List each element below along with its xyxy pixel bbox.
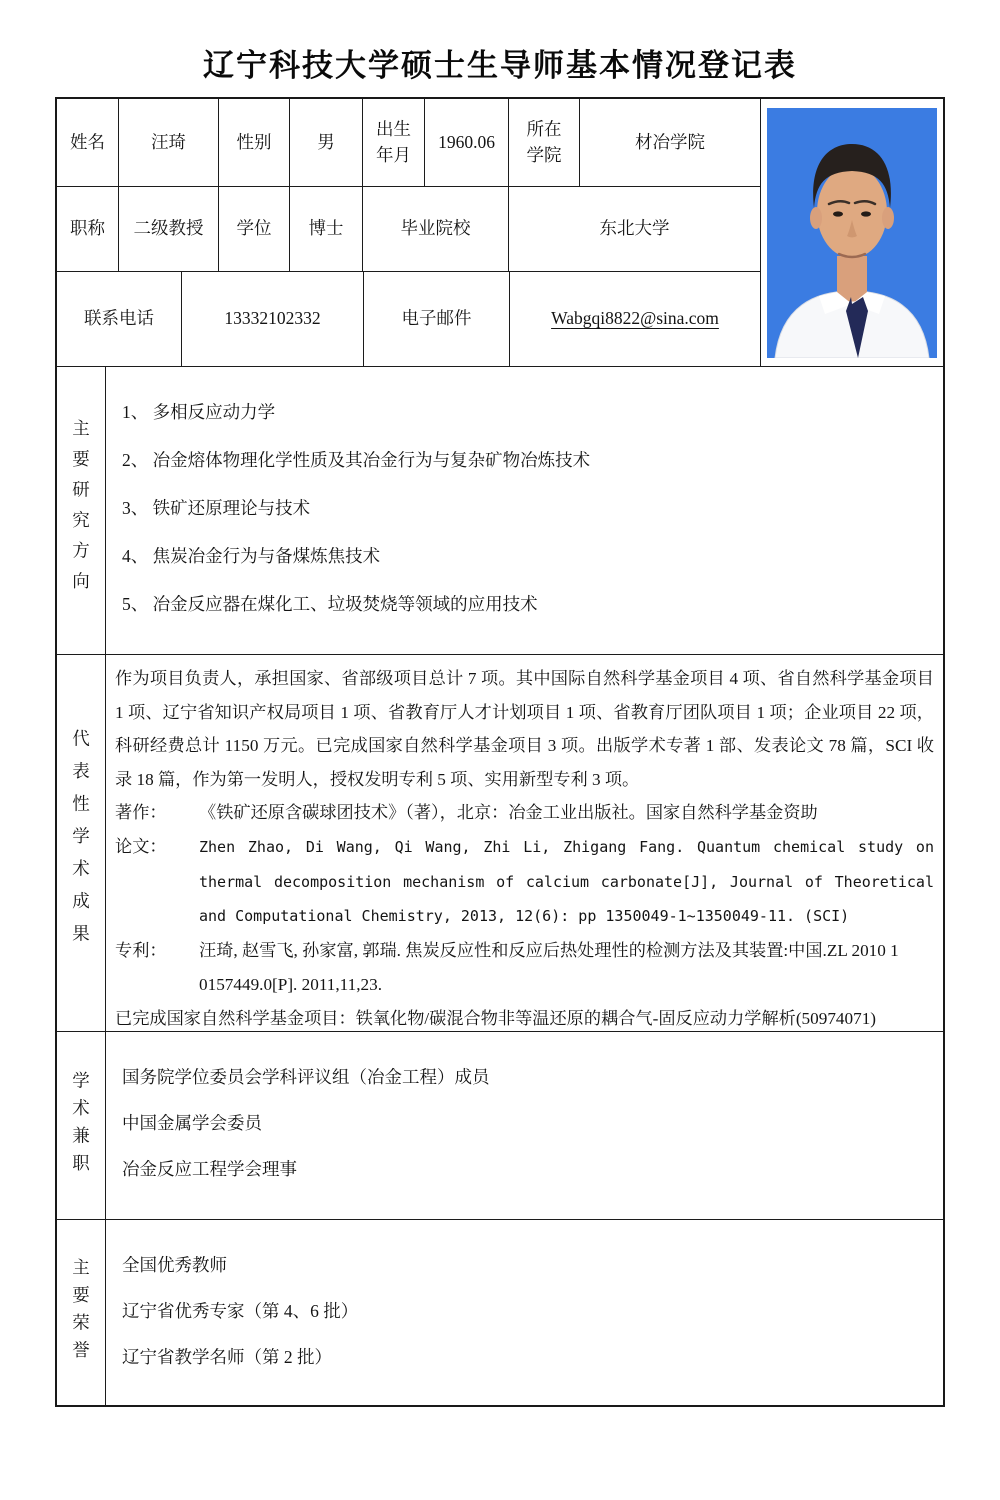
email-label: 电子邮件 <box>364 272 510 366</box>
phone-label: 联系电话 <box>57 272 182 366</box>
positions-list <box>106 1032 943 1219</box>
row-basic-1 <box>57 99 760 187</box>
email-link[interactable]: Wabgqi8822@sina.com <box>551 308 719 329</box>
honors-label: 主要荣誉 <box>70 1257 91 1368</box>
header-left <box>57 99 761 366</box>
honor-item: 全国优秀教师 <box>122 1255 227 1275</box>
honor-item: 辽宁省优秀专家（第 4、6 批） <box>122 1301 359 1321</box>
research-item: 3、 铁矿还原理论与技术 <box>122 498 311 518</box>
achievements-footer: 已完成国家自然科学基金项目：铁氧化物/碳混合物非等温还原的耦合气-固反应动力学解析(50974071) <box>115 1008 877 1028</box>
book-label: 著作： <box>115 803 167 822</box>
photo-cell <box>761 99 943 366</box>
research-item: 2、 冶金熔体物理化学性质及其冶金行为与复杂矿物冶炼技术 <box>122 450 591 470</box>
paper-label: 论文： <box>115 837 167 856</box>
patent-text: 汪琦, 赵雪飞, 孙家富, 郭瑞. 焦炭反应性和反应后热处理性的检测方法及其装置:中国.ZL 2010 1 0157449.0[P]. 2011,11,23. <box>199 940 899 994</box>
position-item: 国务院学位委员会学科评议组（冶金工程）成员 <box>122 1067 490 1087</box>
section-research <box>57 367 943 655</box>
row-basic-2 <box>57 187 760 272</box>
school-label: 毕业院校 <box>363 187 509 271</box>
gender-label: 性别 <box>219 99 290 186</box>
header-block <box>57 99 943 367</box>
phone-value: 13332102332 <box>182 272 364 366</box>
degree-value: 博士 <box>290 187 363 271</box>
row-basic-3 <box>57 272 760 366</box>
research-label-cell <box>57 367 106 654</box>
achievements-intro: 作为项目负责人，承担国家、省部级项目总计 7 项。其中国际自然科学基金项目 4 项、省自然科学基金项目 1 项、辽宁省知识产权局项目 1 项、省教育厅人才计划项目 1 项、省教育厅团队项目 1 项；企业项目 22 项，科研经费总计 1150 万元。已完成国家自然科学基金项目 3 项。出版学术专著 1 部、发表论文 78 篇，SCI 收录 18 篇，作为第一发明人，授权发明专利 5 项、实用新型专利 3 项。 <box>115 669 934 789</box>
name-label: 姓名 <box>57 99 119 186</box>
position-item: 冶金反应工程学会理事 <box>122 1159 297 1179</box>
supervisor-form-table <box>55 97 945 1407</box>
position-item: 中国金属学会委员 <box>122 1113 262 1133</box>
achievements-content <box>106 655 943 1031</box>
paper-text: Zhen Zhao, Di Wang, Qi Wang, Zhi Li, Zhigang Fang. Quantum chemical study on thermal decomposition mechanism of calcium carbonate[J], Journal of Theoretical and Computational Chemistry, 2013, 12(6): pp 1350049-1~1350049-11. (SCI) <box>199 838 934 925</box>
achievements-label-cell <box>57 655 106 1031</box>
section-positions <box>57 1032 943 1220</box>
honors-label-cell <box>57 1220 106 1405</box>
section-achievements <box>57 655 943 1032</box>
patent-label: 专利： <box>115 940 167 960</box>
research-item: 4、 焦炭冶金行为与备煤炼焦技术 <box>122 546 381 566</box>
birth-value: 1960.06 <box>425 99 509 186</box>
birth-label-text: 出生年月 <box>376 119 411 165</box>
achievements-label: 代表性学术成果 <box>70 729 91 957</box>
research-list <box>106 367 943 654</box>
research-label: 主要研究方向 <box>70 419 91 602</box>
book-text: 《铁矿还原含碳球团技术》（著），北京：冶金工业出版社。国家自然科学基金资助 <box>199 803 818 822</box>
patent-entry <box>115 934 934 1002</box>
email-cell <box>510 272 760 366</box>
honor-item: 辽宁省教学名师（第 2 批） <box>122 1347 332 1367</box>
college-label <box>509 99 580 186</box>
honors-list <box>106 1220 943 1405</box>
degree-label: 学位 <box>219 187 290 271</box>
book-entry <box>115 796 934 830</box>
name-value: 汪琦 <box>119 99 219 186</box>
id-photo-icon <box>767 108 937 358</box>
positions-label: 学术兼职 <box>70 1070 91 1181</box>
research-item: 1、 多相反应动力学 <box>122 402 276 422</box>
prof-title-value: 二级教授 <box>119 187 219 271</box>
positions-label-cell <box>57 1032 106 1219</box>
paper-entry <box>115 830 934 934</box>
college-label-text: 所在学院 <box>526 119 562 165</box>
gender-value: 男 <box>290 99 363 186</box>
prof-title-label: 职称 <box>57 187 119 271</box>
college-value: 材冶学院 <box>635 131 705 152</box>
section-honors <box>57 1220 943 1405</box>
birth-label <box>363 99 425 186</box>
school-value: 东北大学 <box>599 218 670 239</box>
research-item: 5、 冶金反应器在煤化工、垃圾焚烧等领域的应用技术 <box>122 594 538 614</box>
page-title: 辽宁科技大学硕士生导师基本情况登记表 <box>203 48 797 83</box>
